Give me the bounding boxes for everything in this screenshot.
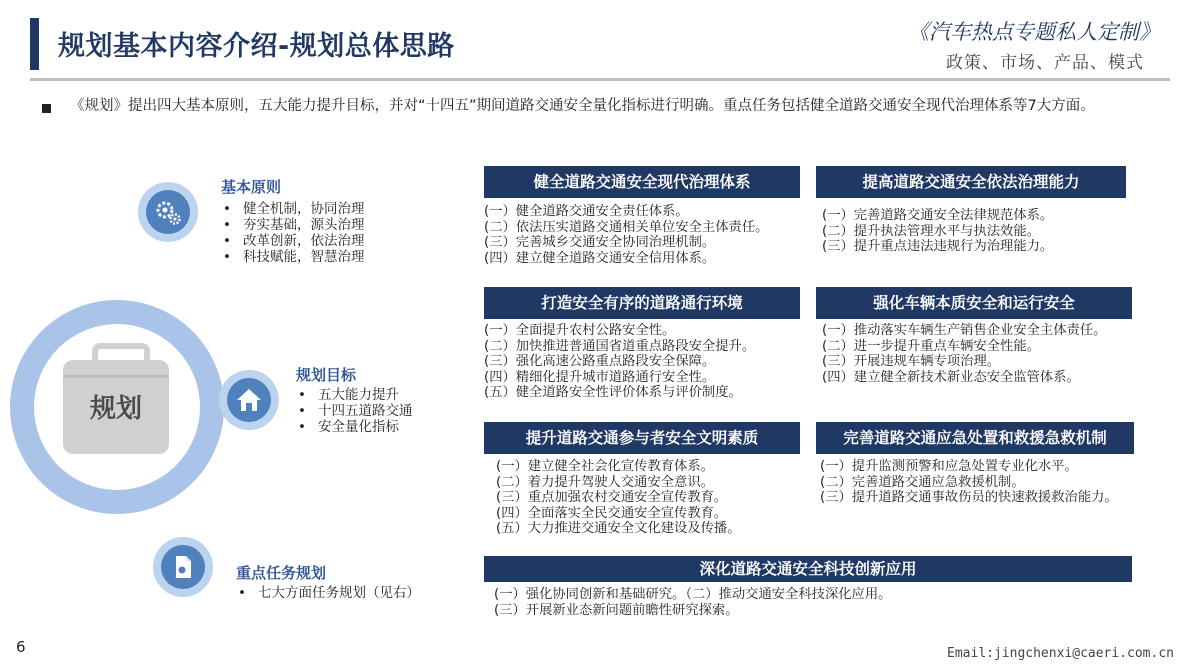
task-item: (二）提升执法管理水平与执法效能。	[822, 223, 1040, 239]
brand-subtitle: 政策、市场、产品、模式	[946, 53, 1144, 73]
task-box-title: 提升道路交通参与者安全文明素质	[484, 422, 800, 454]
task-item: (一）提升监测预警和应急处置专业化水平。	[820, 459, 1078, 474]
task-item: (四）建立健全新技术新业态安全监管体系。	[822, 369, 1080, 385]
task-item: (三）提升重点违法违规行为治理能力。	[822, 239, 1054, 254]
task-item: (二）进一步提升重点车辆安全性能。	[822, 338, 1040, 354]
task-box-list	[816, 323, 1132, 385]
task-item: (二）完善道路交通应急救援机制。	[820, 474, 1025, 490]
task-box-title: 深化道路交通安全科技创新应用	[484, 556, 1132, 582]
list-item: • 夯实基础，源头治理	[221, 217, 365, 233]
task-box-list	[484, 204, 800, 266]
page-number: 6	[16, 638, 26, 656]
task-box-list	[484, 459, 800, 537]
task-box-technology	[484, 556, 1132, 618]
page-title: 规划基本内容介绍-规划总体思路	[58, 31, 455, 62]
task-box-road	[484, 287, 800, 401]
task-item: (一）完善道路交通安全法律规范体系。	[822, 208, 1054, 223]
task-item: (三）提升道路交通事故伤员的快速救援救治能力。	[820, 490, 1118, 505]
tasks-title: 重点任务规划	[236, 564, 327, 582]
task-item: (四）建立健全道路交通安全信用体系。	[484, 250, 716, 266]
principles-title: 基本原则	[221, 178, 282, 196]
header-divider	[30, 78, 1170, 81]
task-box-participants	[484, 422, 800, 537]
list-item-continuation	[296, 419, 413, 435]
task-item: (三）完善城乡交通安全协同治理机制。	[484, 235, 716, 250]
task-item: (一）推动落实车辆生产销售企业安全主体责任。	[822, 323, 1107, 338]
task-box-title: 提高道路交通安全依法治理能力	[816, 166, 1126, 198]
task-box-emergency	[816, 422, 1134, 506]
footer-email: Email:jingchenxi@caeri.com.cn	[947, 646, 1174, 661]
principles-section	[221, 176, 365, 265]
list-item: • 科技赋能，智慧治理	[221, 249, 365, 265]
task-item: (三）重点加强农村交通安全宣传教育。	[496, 490, 728, 505]
task-item: (三）强化高速公路重点路段安全保障。	[484, 354, 716, 369]
goals-title: 规划目标	[296, 366, 357, 384]
task-box-vehicle	[816, 287, 1132, 385]
tasks-section	[236, 562, 420, 601]
list-item-text: 安全量化指标	[318, 419, 399, 435]
principles-list	[221, 201, 365, 265]
task-box-title: 完善道路交通应急处置和救援急救机制	[816, 422, 1134, 454]
task-item: (五）健全道路安全性评价体系与评价制度。	[484, 385, 742, 400]
task-item: (四）全面落实全民交通安全宣传教育。	[496, 505, 728, 521]
goals-section	[296, 364, 413, 435]
list-item: • 改革创新，依法治理	[221, 233, 365, 249]
tasks-list	[236, 585, 420, 601]
task-box-title: 强化车辆本质安全和运行安全	[816, 287, 1132, 319]
task-item: (一）全面提升农村公路安全性。	[484, 323, 676, 338]
list-item: • 七大方面任务规划（见右）	[236, 585, 420, 601]
plan-center-label: 规划	[89, 394, 142, 424]
task-box-list	[816, 459, 1132, 506]
task-item: (五）大力推进交通安全文化建设及传播。	[496, 521, 741, 536]
task-item: (三）开展违规车辆专项治理。	[822, 354, 1001, 369]
goals-list	[296, 387, 413, 435]
list-item: • 十四五道路交通	[296, 403, 413, 419]
gears-icon	[146, 190, 190, 234]
task-box-law	[816, 166, 1126, 255]
task-item: (一）强化协同创新和基础研究。（二）推动交通安全科技深化应用。	[494, 587, 892, 602]
task-box-title: 打造安全有序的道路通行环境	[484, 287, 800, 319]
task-box-title: 健全道路交通安全现代治理体系	[484, 166, 800, 198]
brand-title: 《汽车热点专题私人定制》	[908, 20, 1160, 44]
task-box-list	[484, 587, 1132, 618]
task-item: (一）健全道路交通安全责任体系。	[484, 204, 689, 219]
task-item: (二）着力提升驾驶人交通安全意识。	[496, 474, 714, 490]
briefcase-strap	[63, 375, 169, 378]
task-box-list	[484, 323, 800, 401]
list-item: • 健全机制，协同治理	[221, 201, 365, 217]
task-item: (一）建立健全社会化宣传教育体系。	[496, 459, 714, 474]
house-icon	[227, 378, 271, 422]
task-item: (二）依法压实道路交通相关单位安全主体责任。	[484, 219, 769, 235]
intro-paragraph: 《规划》提出四大基本原则，五大能力提升目标，并对“十四五”期间道路交通安全量化指标进行明确。重点任务包括健全道路交通安全现代治理体系等7大方面。	[70, 98, 1095, 114]
document-icon	[161, 545, 205, 589]
square-bullet-icon	[42, 104, 51, 113]
task-item: (三）开展新业态新问题前瞻性研究探索。	[494, 602, 739, 618]
task-box-list	[816, 208, 1126, 255]
task-item: (四）精细化提升城市道路通行安全性。	[484, 369, 716, 385]
task-box-governance	[484, 166, 800, 266]
task-item: (二）加快推进普通国省道重点路段安全提升。	[484, 338, 756, 354]
list-item: • 五大能力提升	[296, 387, 413, 403]
title-accent-bar	[30, 18, 39, 70]
